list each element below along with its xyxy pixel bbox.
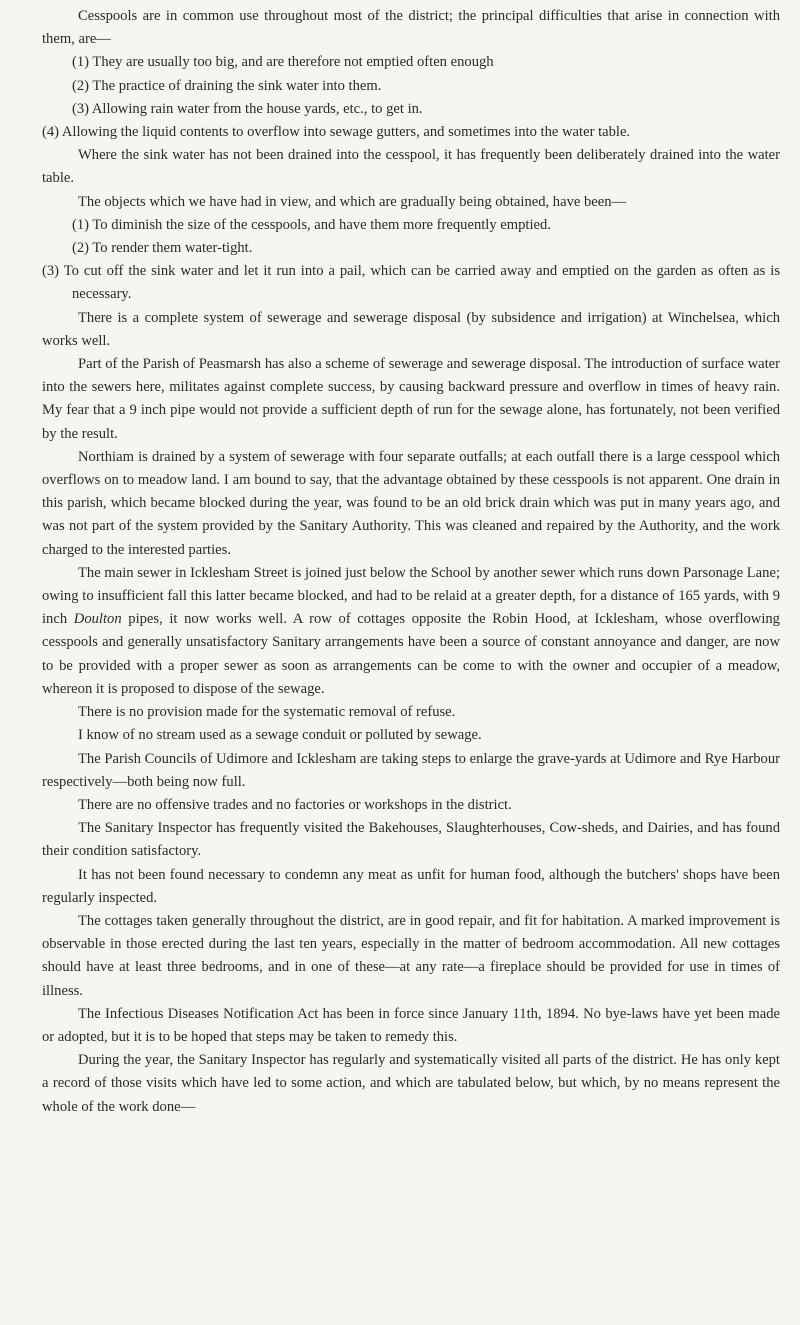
list-item-object-2: (2) To render them water-tight. xyxy=(72,240,253,257)
list-item-difficulty-2: (2) The practice of draining the sink water into them. xyxy=(72,77,382,94)
paragraph-sink-water: Where the sink water has not been drained into the cesspool, it has frequently been deliberately drained into the water table. xyxy=(42,147,780,187)
paragraph-inspector-visits: The Sanitary Inspector has frequently visited the Bakehouses, Slaughterhouses, Cow-sheds, and Dairies, and has found their condition satisfactory. xyxy=(42,820,780,860)
paragraph-peasmarsh: Part of the Parish of Peasmarsh has also a scheme of sewerage and sewerage disposal. The introduction of surface water into the sewers here, militates against complete success, by causing backward pressure and overflow in times of heavy rain. My fear that a 9 inch pipe would not provide a sufficient depth of run for the sewage alone, has fortunately, not been verified by the result. xyxy=(42,356,780,442)
doulton-italic: Doulton xyxy=(73,611,122,628)
paragraph-meat: It has not been found necessary to condemn any meat as unfit for human food, although the butchers' shops have been regularly inspected. xyxy=(42,866,780,906)
paragraph-graveyards: The Parish Councils of Udimore and Icklesham are taking steps to enlarge the grave-yards at Udimore and Rye Harbour respectively—both being now full. xyxy=(42,750,780,790)
list-item-difficulty-3: (3) Allowing rain water from the house yards, etc., to get in. xyxy=(72,100,423,117)
paragraph-icklesham-sewer xyxy=(42,562,780,701)
list-item-object-3: (3) To cut off the sink water and let it run into a pail, which can be carried away and emptied on the garden as often as is necessary. xyxy=(42,263,780,303)
icklesham-text-part-2: pipes, it now works well. A row of cottages opposite the Robin Hood, at Icklesham, whose overflowing cesspools and generally unsatisfactory Sanitary arrangements have been a source of constant annoyance and danger, are now to be provided with a proper sewer as soon as arrangements can be come to with the owner and occupier of a meadow, whereon it is proposed to dispose of the sewage. xyxy=(42,611,780,697)
paragraph-northiam: Northiam is drained by a system of sewerage with four separate outfalls; at each outfall there is a large cesspool which overflows on to meadow land. I am bound to say, that the advantage obtained by these cesspools is not apparent. One drain in this parish, which became blocked during the year, was found to be an old brick drain which was put in many years ago, and was not part of the system provided by the Sanitary Authority. This was cleaned and repaired by the Authority, and the work charged to the interested parties. xyxy=(42,448,780,558)
paragraph-winchelsea: There is a complete system of sewerage and sewerage disposal (by subsidence and irrigation) at Winchelsea, which works well. xyxy=(42,309,780,349)
paragraph-refuse: There is no provision made for the systematic removal of refuse. xyxy=(78,704,456,721)
paragraph-offensive-trades: There are no offensive trades and no factories or workshops in the district. xyxy=(78,796,512,813)
paragraph-cottages: The cottages taken generally throughout the district, are in good repair, and fit for habitation. A marked improvement is observable in those erected during the last ten years, especially in the matter of bedroom accommodation. All new cottages should have at least three bedrooms, and in one of these—at any rate—a fireplace should be provided for use in times of illness. xyxy=(42,912,780,999)
icklesham-text-part-1: The main sewer in Icklesham Street is joined just below the School by another sewer which runs down Parsonage Lane; owing to insufficient fall this latter became blocked, and had to be relaid at a greater depth, for a distance of 165 yards, with 9 inch xyxy=(42,564,780,628)
paragraph-objects-intro: The objects which we have had in view, and which are gradually being obtained, have been— xyxy=(78,193,627,210)
list-item-difficulty-4: (4) Allowing the liquid contents to overflow into sewage gutters, and sometimes into the water table. xyxy=(42,124,631,141)
paragraph-stream: I know of no stream used as a sewage conduit or polluted by sewage. xyxy=(78,727,482,744)
paragraph-infectious-diseases: The Infectious Diseases Notification Act has been in force since January 11th, 1894. No bye-laws have yet been made or adopted, but it is to be hoped that steps may be taken to remedy this. xyxy=(42,1005,780,1045)
paragraph-cesspools-intro: Cesspools are in common use throughout most of the district; the principal difficulties that arise in connection with them, are— xyxy=(42,8,780,48)
paragraph-during-the-year: During the year, the Sanitary Inspector has regularly and systematically visited all parts of the district. He has only kept a record of those visits which have led to some action, and which are tabulated below, but which, by no means represent the whole of the work done— xyxy=(42,1052,780,1115)
list-item-difficulty-1: (1) They are usually too big, and are therefore not emptied often enough xyxy=(72,54,494,71)
list-item-object-1: (1) To diminish the size of the cesspools, and have them more frequently emptied. xyxy=(72,216,551,233)
